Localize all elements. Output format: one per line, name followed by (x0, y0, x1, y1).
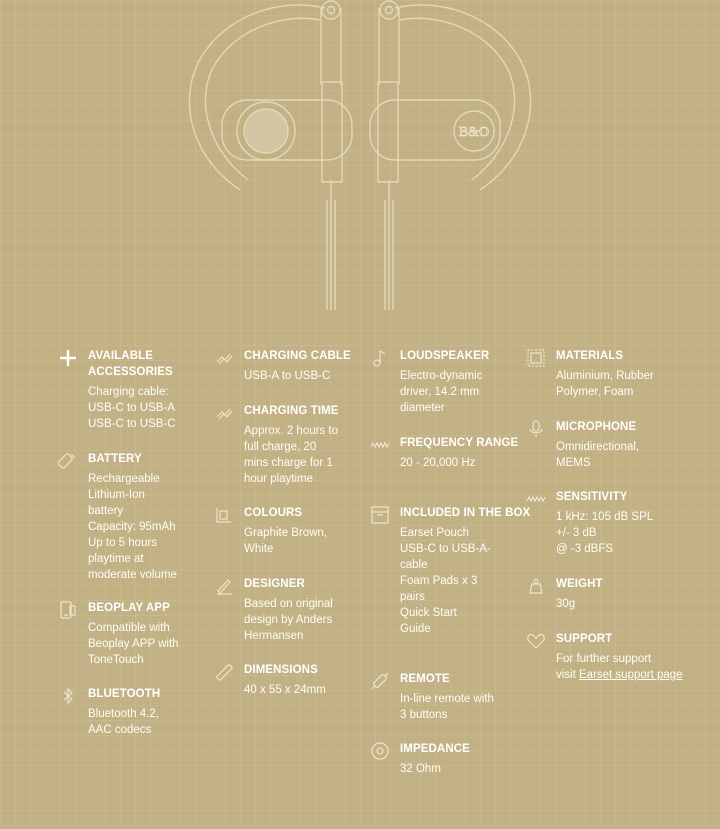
spec-value: 30g (556, 598, 576, 610)
spec-value: design by Anders (244, 614, 333, 626)
spec-value: USB-C to USB-A- (400, 543, 491, 555)
ruler-icon (214, 662, 234, 682)
spec-title: CHARGING TIME (244, 405, 339, 417)
spec-value: Up to 5 hours (88, 537, 158, 549)
spec-title: DIMENSIONS (244, 664, 318, 676)
spec-value: For further support (556, 653, 652, 665)
spec-microphone (556, 419, 706, 471)
wave-icon (370, 435, 390, 455)
spec-value: USB-C to USB-A (88, 402, 175, 414)
spec-sensitivity (556, 489, 706, 557)
spec-value: Compatible with (88, 622, 170, 634)
spec-materials (556, 348, 706, 400)
spec-support (556, 631, 706, 683)
pen-icon (214, 576, 234, 596)
spec-title: INCLUDED IN THE BOX (400, 507, 531, 519)
weight-icon (526, 576, 546, 596)
spec-value: Graphite Brown, (244, 527, 328, 539)
spec-remote (400, 671, 550, 723)
spec-title: REMOTE (400, 673, 450, 685)
materials-icon (526, 348, 546, 368)
spec-title: BLUETOOTH (88, 688, 161, 700)
spec-value: USB-A to USB-C (244, 370, 331, 382)
spec-value: In-line remote with (400, 693, 494, 705)
spec-value: Based on original (244, 598, 333, 610)
spec-value: ToneTouch (88, 654, 144, 666)
spec-value: White (244, 543, 274, 555)
battery-icon (58, 451, 78, 471)
bluetooth-icon (58, 686, 78, 706)
spec-value: Lithium-Ion (88, 489, 145, 501)
earset-drawing (0, 0, 720, 320)
spec-value: Approx. 2 hours to (244, 425, 338, 437)
spec-value: pairs (400, 591, 425, 603)
spec-value: Beoplay APP with (88, 638, 179, 650)
spec-value: MEMS (556, 457, 591, 469)
spec-value: battery (88, 505, 124, 517)
spec-value: Guide (400, 623, 431, 635)
spec-value: Foam Pads x 3 (400, 575, 478, 587)
impedance-icon (370, 741, 390, 761)
spec-value: playtime at (88, 553, 144, 565)
wave-icon (526, 489, 546, 509)
spec-value: 1 kHz: 105 dB SPL (556, 511, 654, 523)
spec-value: Earset Pouch (400, 527, 470, 539)
brand-logo: B&O (458, 125, 490, 140)
spec-value: cable (400, 559, 428, 571)
spec-value: AAC codecs (88, 724, 152, 736)
plus-icon (58, 348, 78, 368)
spec-value: @ -3 dBFS (556, 543, 614, 555)
spec-title: FREQUENCY RANGE (400, 437, 519, 449)
spec-value: hour playtime (244, 473, 314, 485)
spec-bluetooth (88, 686, 238, 738)
spec-value: Omnidirectional, (556, 441, 640, 453)
spec-beoplay-app (88, 600, 238, 668)
spec-value: 3 buttons (400, 709, 448, 721)
spec-title: BATTERY (88, 453, 142, 465)
spec-frequency-range (400, 435, 550, 471)
spec-value: full charge, 20 (244, 441, 317, 453)
spec-value: Aluminium, Rubber (556, 370, 654, 382)
palette-icon (214, 505, 234, 525)
spec-value: Quick Start (400, 607, 457, 619)
spec-included-in-the-box (400, 505, 550, 637)
microphone-icon (526, 419, 546, 439)
spec-title: MATERIALS (556, 350, 624, 362)
music-note-icon (370, 348, 390, 368)
spec-value: 20 - 20,000 Hz (400, 457, 476, 469)
spec-value: Bluetooth 4.2, (88, 708, 159, 720)
heart-icon (526, 631, 546, 651)
spec-value: Electro-dynamic (400, 370, 483, 382)
phone-app-icon (58, 600, 78, 620)
product-illustration (0, 0, 720, 320)
spec-title: DESIGNER (244, 578, 305, 590)
spec-title: AVAILABLE ACCESSORIES (88, 350, 173, 378)
spec-title: COLOURS (244, 507, 303, 519)
box-icon (370, 505, 390, 525)
spec-value: Capacity: 95mAh (88, 521, 176, 533)
spec-value: 40 x 55 x 24mm (244, 684, 326, 696)
spec-value: Rechargeable (88, 473, 160, 485)
spec-value: Charging cable: (88, 386, 169, 398)
spec-value: diameter (400, 402, 445, 414)
spec-value: Polymer, Foam (556, 386, 634, 398)
spec-value: driver, 14.2 mm (400, 386, 480, 398)
spec-title: BEOPLAY APP (88, 602, 170, 614)
spec-value: 32 Ohm (400, 763, 441, 775)
spec-weight (556, 576, 706, 612)
support-link-prefix: visit (556, 669, 579, 681)
spec-title: SUPPORT (556, 633, 613, 645)
spec-title: CHARGING CABLE (244, 350, 351, 362)
cable-icon (214, 348, 234, 368)
spec-title: SENSITIVITY (556, 491, 628, 503)
spec-title: LOUDSPEAKER (400, 350, 490, 362)
spec-value: +/- 3 dB (556, 527, 597, 539)
cable-icon (214, 403, 234, 423)
earset-support-link[interactable]: Earset support page (579, 669, 683, 681)
spec-title: WEIGHT (556, 578, 603, 590)
spec-title: MICROPHONE (556, 421, 637, 433)
spec-title: IMPEDANCE (400, 743, 470, 755)
support-link-line (556, 667, 706, 683)
spec-value: mins charge for 1 (244, 457, 333, 469)
spec-impedance (400, 741, 550, 777)
spec-value: USB-C to USB-C (88, 418, 176, 430)
spec-value: moderate volume (88, 569, 177, 581)
remote-icon (370, 671, 390, 691)
spec-designer (244, 576, 394, 644)
spec-value: Hermansen (244, 630, 304, 642)
